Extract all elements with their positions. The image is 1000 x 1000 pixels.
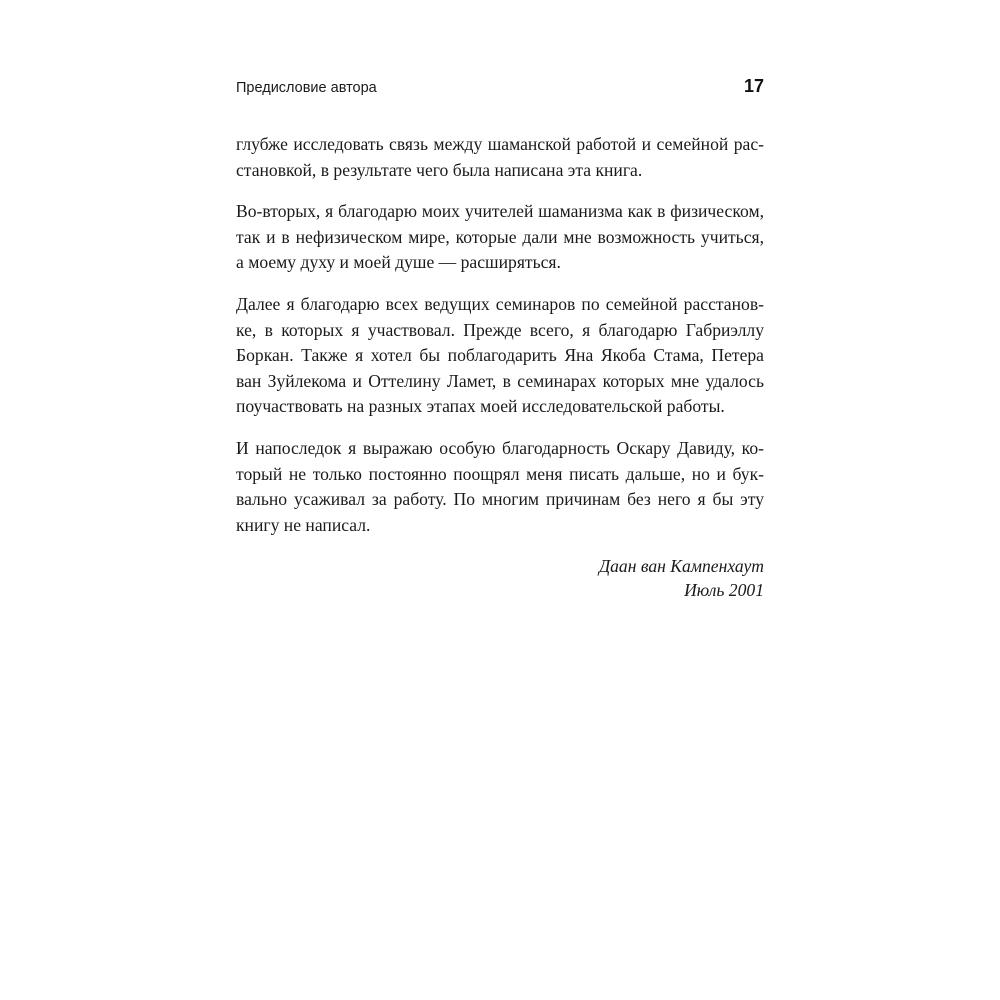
running-header [236,78,764,100]
page-number: 17 [743,76,764,96]
signature-date: Июль 2001 [684,580,764,601]
paragraph-3 [236,292,764,420]
text-line: Боркан. Также я хотел бы поблагодарить Яна Якоба Стама, Петера [236,345,764,366]
text-line: поучаствовать на разных этапах моей исследовательской работы. [236,396,725,417]
paragraph-2 [236,199,764,276]
text-line: так и в нефизическом мире, которые дали мне возможность учиться, [236,226,764,247]
text-line: вально усаживал за работу. По многим причинам без него я бы эту [236,489,764,510]
text-line: а моему духу и моей душе — расширяться. [236,252,561,273]
text-line: глубже исследовать связь между шаманской работой и семейной рас- [236,134,764,154]
text-line: книгу не написал. [236,514,371,535]
paragraph-1 [236,132,764,183]
text-line: Во-вторых, я благодарю моих учителей шаманизма как в физическом, [236,201,764,222]
text-line: Далее я благодарю всех ведущих семинаров по семейной расстанов- [236,293,764,314]
running-title: Предисловие автора [236,80,377,96]
paragraph-4 [236,436,764,538]
text-line: ван Зуйлекома и Оттелину Ламет, в семинарах которых мне удалось [236,370,764,391]
body-text [236,132,764,602]
text-line: И напоследок я выражаю особую благодарность Оскару Давиду, ко- [236,437,764,458]
signature [236,554,764,602]
text-line: ке, в которых я участвовал. Прежде всего, я благодарю Габриэллу [236,319,764,340]
text-line: становкой, в результате чего была написана эта книга. [236,159,643,180]
signature-author: Даан ван Кампенхаут [598,556,764,577]
text-line: торый не только постоянно поощрял меня писать дальше, но и бук- [236,463,764,484]
